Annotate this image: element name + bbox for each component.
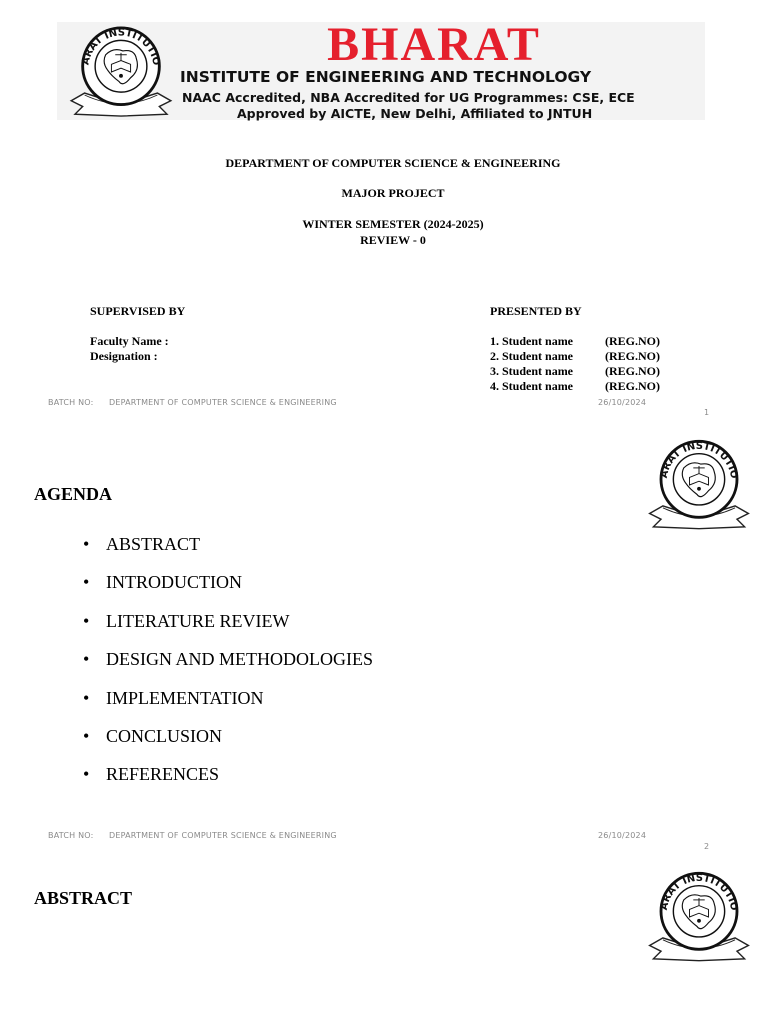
semester-title: WINTER SEMESTER (2024-2025) — [302, 217, 484, 231]
agenda-heading: AGENDA — [34, 484, 113, 504]
footer-batch: BATCH NO: — [48, 831, 94, 840]
student-reg: (REG.NO) — [605, 379, 660, 393]
presented-by-label: PRESENTED BY — [490, 304, 582, 318]
designation-label: Designation : — [90, 349, 158, 363]
bullet-icon: • — [83, 649, 90, 670]
footer-batch: BATCH NO: — [48, 398, 94, 407]
bullet-icon: • — [83, 725, 90, 746]
bullet-icon: • — [83, 610, 90, 631]
supervised-by-label: SUPERVISED BY — [90, 304, 186, 318]
student-reg: (REG.NO) — [605, 364, 660, 378]
bullet-icon: • — [83, 687, 90, 708]
banner-accreditation: NAAC Accredited, NBA Accredited for UG Programmes: CSE, ECE — [182, 90, 635, 105]
banner-institute-name: INSTITUTE OF ENGINEERING AND TECHNOLOGY — [180, 68, 592, 86]
institute-banner — [57, 18, 705, 121]
review-title: REVIEW - 0 — [360, 233, 426, 247]
student-reg: (REG.NO) — [605, 349, 660, 363]
abstract-heading: ABSTRACT — [34, 888, 133, 908]
footer-date: 26/10/2024 — [598, 831, 647, 840]
bullet-icon: • — [83, 534, 90, 554]
bullet-icon: • — [83, 764, 90, 785]
bullet-icon: • — [83, 572, 90, 593]
faculty-name-label: Faculty Name : — [90, 334, 169, 348]
bharat-institutions-logo — [642, 866, 756, 968]
student-name: 1. Student name — [490, 334, 574, 348]
footer-date: 26/10/2024 — [598, 398, 647, 407]
banner-title: BHARAT — [327, 18, 541, 71]
bharat-institutions-logo — [61, 26, 181, 118]
department-title: DEPARTMENT OF COMPUTER SCIENCE & ENGINEERING — [225, 156, 561, 170]
student-name: 3. Student name — [490, 364, 574, 378]
banner-affiliation: Approved by AICTE, New Delhi, Affiliated to JNTUH — [237, 106, 593, 121]
project-title: MAJOR PROJECT — [341, 186, 445, 200]
footer-department: DEPARTMENT OF COMPUTER SCIENCE & ENGINEERING — [109, 831, 337, 840]
footer-department: DEPARTMENT OF COMPUTER SCIENCE & ENGINEERING — [109, 398, 337, 407]
bharat-institutions-logo — [642, 434, 756, 536]
student-name: 2. Student name — [490, 349, 574, 363]
student-name: 4. Student name — [490, 379, 574, 393]
student-reg: (REG.NO) — [605, 334, 660, 348]
page-number: 2 — [704, 842, 710, 851]
page-number: 1 — [704, 408, 710, 417]
